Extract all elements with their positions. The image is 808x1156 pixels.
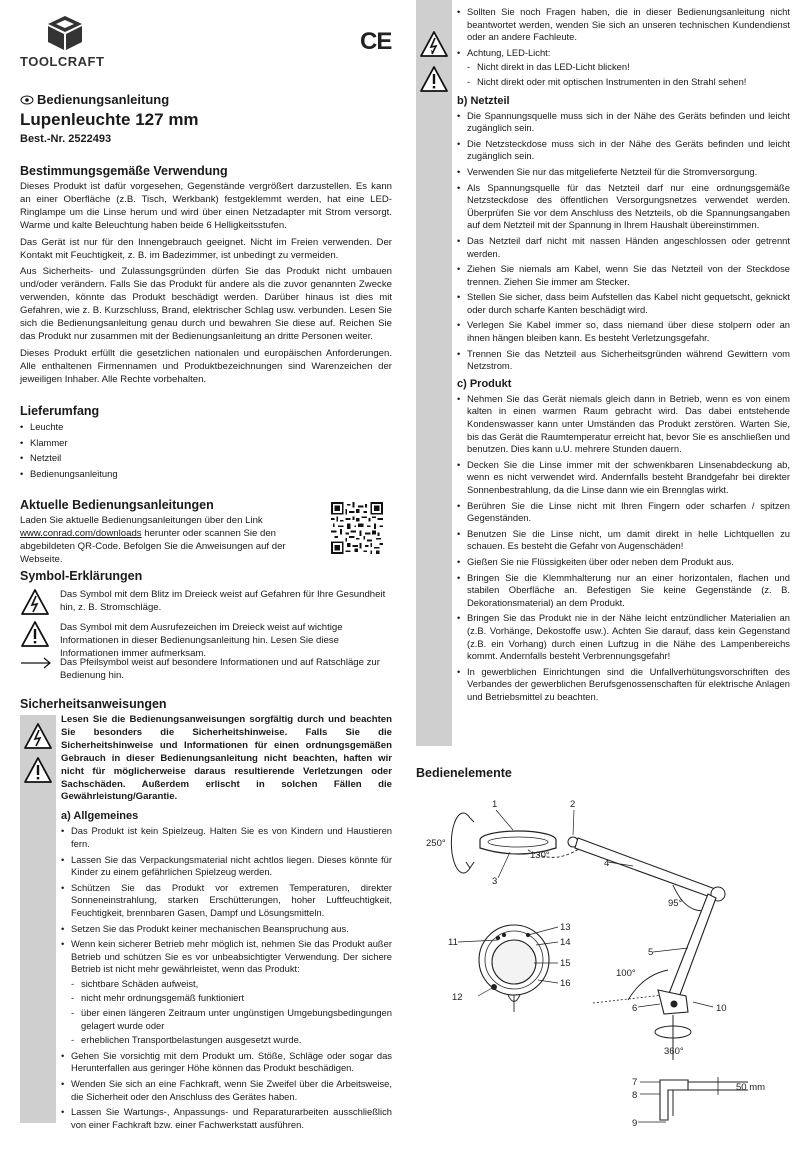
angle-100: 100° <box>616 968 636 979</box>
ce-mark: CE <box>360 28 392 55</box>
symbol-lightning-text: Das Symbol mit dem Blitz im Dreieck weist auf Gefahren für Ihre Gesundheit hin, z. B. Stromschläge. <box>60 589 386 613</box>
eye-icon <box>20 95 34 105</box>
exclamation-warning-icon <box>23 756 53 784</box>
list-item: • Verwenden Sie nur das mitgelieferte Netzteil für die Stromversorgung. <box>457 166 790 179</box>
list-item: • Setzen Sie das Produkt keiner mechanischen Beanspruchung aus. <box>61 923 392 936</box>
angle-360: 360° <box>664 1046 684 1057</box>
grey-bar-top <box>416 0 452 746</box>
page-title: Lupenleuchte 127 mm <box>20 110 199 129</box>
sub-item: - Nicht direkt oder mit optischen Instrumenten in den Strahl sehen! <box>467 76 790 89</box>
list-item: • Lassen Sie Wartungs-, Anpassungs- und Reparaturarbeiten ausschließlich von einer Fachkraft bzw. einer Fachwerkstatt ausführen. <box>61 1106 392 1131</box>
list-item: • Trennen Sie das Netzteil aus Sicherheitsgründen während Gewittern vom Netzstrom. <box>457 348 790 373</box>
manuals-heading: Aktuelle Bedienungsanleitungen <box>20 498 214 512</box>
list-item: • Das Netzteil darf nicht mit nassen Händen angeschlossen oder getrennt werden. <box>457 235 790 260</box>
order-number: Best.-Nr. 2522493 <box>20 133 112 145</box>
general5-text: Wenn kein sicherer Betrieb mehr möglich ist, nehmen Sie das Produkt außer Betrieb und schützen Sie es vor unbeabsichtigter Verwendung. Der sichere Betrieb ist nicht mehr gewährleistet, wenn das Produkt: <box>71 938 392 975</box>
exclamation-warning-icon <box>20 620 50 648</box>
list-item: • Gießen Sie nie Flüssigkeiten über oder neben dem Produkt aus. <box>457 556 790 569</box>
label-1: 1 <box>492 799 498 810</box>
list-item: • Netzteil <box>20 452 392 465</box>
right-top-list <box>457 6 790 89</box>
list-item: • Wenden Sie sich an eine Fachkraft, wenn Sie Zweifel über die Arbeitsweise, die Sicherheit oder den Anschluss des Gerätes haben. <box>61 1078 392 1103</box>
manual-label-text: Bedienungsanleitung <box>37 92 170 107</box>
list-item: • Stellen Sie sicher, dass beim Aufstellen das Kabel nicht gequetscht, geknickt oder durch scharfe Kanten beschädigt wird. <box>457 291 790 316</box>
label-9: 9 <box>632 1118 638 1129</box>
general-list <box>61 825 392 1131</box>
angle-95: 95° <box>668 898 683 909</box>
toolcraft-logo-icon <box>30 14 100 52</box>
label-10: 10 <box>716 1003 727 1014</box>
list-item: • Bringen Sie das Produkt nie in der Nähe leicht entzündlicher Materialien an (z.B. Vorhänge, Dekostoffe usw.). Achten Sie darauf, dass kein Gegenstand (z.B. ein Vorhang) durch einen Luftzug in die Nähe des Lampenbereichs kommt. Andernfalls besteht Verbrennungsgefahr! <box>457 612 790 662</box>
list-item: • Leuchte <box>20 421 392 434</box>
product-heading: c) Produkt <box>457 377 512 390</box>
manual-label <box>20 92 392 107</box>
manuals-text <box>20 515 326 567</box>
controls-heading: Bedienelemente <box>416 766 512 780</box>
sub-item: - sichtbare Schäden aufweist, <box>71 978 392 991</box>
psu-heading: b) Netzteil <box>457 94 510 107</box>
sub-item: - über einen längeren Zeitraum unter ungünstigen Umgebungsbedingungen gelagert wurde oder <box>71 1007 392 1032</box>
general-heading: a) Allgemeines <box>61 810 139 823</box>
intended-use-p4: Dieses Produkt erfüllt die gesetzlichen nationalen und europäischen Anforderungen. Alle enthaltenen Firmennamen und Produktbezeichnungen sind Warenzeichen der jeweiligen Inhaber. Alle Rechte vorbehalten. <box>20 347 392 385</box>
label-12: 12 <box>452 992 463 1003</box>
intended-use-p3: Aus Sicherheits- und Zulassungsgründen dürfen Sie das Produkt nicht umbauen und/oder verändern. Falls Sie das Produkt für andere als die zuvor genannten Zwecke verwenden, könnte das Produkt beschädigt werden. Darüber hinaus ist dies mit Gefahren, wie z. B. Kurzschluss, Brand, elektrischer Schlag usw. verbunden. Lesen Sie sich die Bedienungsanleitung genau durch und bewahren Sie diese auf. Reichen Sie das Produkt nur zusammen mit der Bedienungsanleitung an dritte Personen weiter. <box>20 266 392 342</box>
scope-heading: Lieferumfang <box>20 404 100 418</box>
manuals-text-after: herunter oder scannen Sie den abgebildeten QR-Code. Befolgen Sie die Anweisungen auf der Webseite. <box>20 527 286 565</box>
label-4: 4 <box>604 858 610 869</box>
angle-130: 130° <box>530 850 550 861</box>
list-item: • Als Spannungsquelle für das Netzteil darf nur eine ordnungsgemäße Netzsteckdose des öffentlichen Versorgungsnetzes verwendet werden. Überprüfen Sie vor dem Anschluss des Netzteils, ob die Spannungsangaben auf dem Netzteil mit der Spannung in Ihrem Haushalt übereinstimmen. <box>457 182 790 232</box>
lightning-warning-icon <box>23 722 53 750</box>
list-item: • Die Spannungsquelle muss sich in der Nähe des Geräts befinden und leicht zugänglich sein. <box>457 110 790 135</box>
lightning-warning-icon <box>419 30 449 58</box>
label-15: 15 <box>560 958 571 969</box>
label-3: 3 <box>492 876 498 887</box>
intended-use-p1: Dieses Produkt ist dafür vorgesehen, Gegenstände vergrößert darzustellen. Es kann an einer Oberfläche (z.B. Tisch, Werkbank) festgeklemmt werden, hat eine LED-Ringlampe um die Linse herum und wird über einen Netzadapter mit Strom versorgt. Warme und kalte Beleuchtung haben beide 6 Helligkeitsstufen. <box>20 181 392 231</box>
lens-top-view <box>479 925 549 1012</box>
safety-intro: Lesen Sie die Bedienungsanweisungen sorgfältig durch und beachten Sie besonders die Sicherheitshinweise. Falls Sie die Sicherheitshinweise und Informationen für einen ordnungsgemäßen Gebrauch in dieser Bedienungsanleitung nicht beachten, haften wir nicht für möglicherweise daraus resultierende Verletzungen oder Sachschäden. Außerdem erlischt in solchen Fällen die Gewährleistung/Garantie. <box>61 714 392 803</box>
intended-use-p2: Das Gerät ist nur für den Innengebrauch geeignet. Nicht im Freien verwenden. Der Kontakt mit Feuchtigkeit, z. B. im Badezimmer, ist unbedingt zu vermeiden. <box>20 236 392 261</box>
label-5: 5 <box>648 947 654 958</box>
list-item: • Klammer <box>20 437 392 450</box>
sub-item: - erheblichen Transportbelastungen ausgesetzt wurde. <box>71 1034 392 1047</box>
label-14: 14 <box>560 937 571 948</box>
intended-use-heading: Bestimmungsgemäße Verwendung <box>20 164 228 178</box>
list-item: • Decken Sie die Linse immer mit der schwenkbaren Linsenabdeckung ab, wenn es nicht verwendet wird. Andernfalls besteht Brandgefahr bei direkter Sonnenbestrahlung, da die Linse dann wie ein Brennglas wirkt. <box>457 459 790 497</box>
psu-list <box>457 110 790 373</box>
label-6: 6 <box>632 1003 638 1014</box>
safety-heading: Sicherheitsanweisungen <box>20 697 167 711</box>
list-item: • Lassen Sie das Verpackungsmaterial nicht achtlos liegen. Dieses könnte für Kinder zu einem gefährlichen Spielzeug werden. <box>61 854 392 879</box>
angle-250: 250° <box>426 838 446 849</box>
scope-list <box>20 421 392 480</box>
arrow-right-icon <box>20 657 52 669</box>
list-item: • Bringen Sie die Klemmhalterung nur an einer horizontalen, flachen und stabilen Oberfläche an. Befestigen Sie keine Gegenstände (z. B. Dekorationsmaterial) an dem Produkt. <box>457 572 790 610</box>
symbol-exclamation-text: Das Symbol mit dem Ausrufezeichen im Dreieck weist auf wichtige Informationen in dieser Bedienungsanleitung hin. Lesen Sie diese Informationen immer aufmerksam. <box>60 622 343 659</box>
label-7: 7 <box>632 1077 638 1088</box>
list-item: • Sollten Sie noch Fragen haben, die in dieser Bedienungsanleitung nicht beantwortet werden, wenden Sie sich an unseren technischen Kundendienst oder an andere Fachleute. <box>457 6 790 44</box>
list-item: • Berühren Sie die Linse nicht mit Ihren Fingern oder scharfen / spitzen Gegenständen. <box>457 500 790 525</box>
list-item: • Das Produkt ist kein Spielzeug. Halten Sie es von Kindern und Haustieren fern. <box>61 825 392 850</box>
led-sublist <box>467 61 790 88</box>
exclamation-warning-icon <box>419 65 449 93</box>
brand-name: TOOLCRAFT <box>20 54 105 69</box>
general5-sublist <box>71 978 392 1047</box>
list-item: • In gewerblichen Einrichtungen sind die Unfallverhütungsvorschriften des Verbandes der gewerblichen Berufsgenossenschaften für elektrische Anlagen und Betriebsmittel zu beachten. <box>457 666 790 704</box>
label-2: 2 <box>570 799 576 810</box>
toolcraft-logo <box>20 14 110 70</box>
list-item: • Schützen Sie das Produkt vor extremen Temperaturen, direkter Sonneneinstrahlung, starken Erschütterungen, hoher Luftfeuchtigkeit, Feuchtigkeit, brennbaren Gasen, Dampf und Lösungsmitteln. <box>61 882 392 920</box>
label-16: 16 <box>560 978 571 989</box>
list-item: • Verlegen Sie Kabel immer so, dass niemand über diese stolpern oder an ihnen hängen bleiben kann. Es besteht Verletzungsgefahr. <box>457 319 790 344</box>
product-list <box>457 393 790 704</box>
list-item: • Die Netzsteckdose muss sich in der Nähe des Geräts befinden und leicht zugänglich sein. <box>457 138 790 163</box>
label-11: 11 <box>448 937 458 948</box>
dimension-50mm: 50 mm <box>736 1082 766 1093</box>
list-item <box>61 938 392 1047</box>
manuals-text-before: Laden Sie aktuelle Bedienungsanleitungen über den Link <box>20 515 263 526</box>
list-item: • Ziehen Sie niemals am Kabel, wenn Sie das Netzteil von der Steckdose trennen. Ziehen Sie immer am Stecker. <box>457 263 790 288</box>
lightning-warning-icon <box>20 588 50 616</box>
label-8: 8 <box>632 1090 638 1101</box>
list-item: • Nehmen Sie das Gerät niemals gleich dann in Betrieb, wenn es von einem kalten in einen warmen Raum gebracht wird. Das dabei entstehende Kondenswasser kann unter Umständen das Produkt zerstören. Warten Sie, bis das Gerät die Raumtemperatur erreicht hat, bevor Sie es anschließen und benutzen. Dies kann u.U. mehrere Stunden dauern. <box>457 393 790 456</box>
list-item: • Benutzen Sie die Linse nicht, um damit direkt in helle Lichtquellen zu schauen. Es besteht die Gefahr von Augenschäden! <box>457 528 790 553</box>
lamp-diagram <box>418 790 798 1130</box>
list-item: • Gehen Sie vorsichtig mit dem Produkt um. Stöße, Schläge oder sogar das Herunterfallen aus geringer Höhe können das Produkt beschädigen. <box>61 1050 392 1075</box>
list-item <box>457 47 790 89</box>
manuals-link[interactable]: www.conrad.com/downloads <box>20 527 142 539</box>
symbol-arrow-text: Das Pfeilsymbol weist auf besondere Informationen und auf Ratschläge zur Bedienung hin. <box>60 657 380 681</box>
qr-code <box>331 502 383 554</box>
sub-item: - nicht mehr ordnungsgemäß funktioniert <box>71 992 392 1005</box>
symbols-heading: Symbol-Erklärungen <box>20 569 143 583</box>
list-item: • Bedienungsanleitung <box>20 468 392 481</box>
led-text: Achtung, LED-Licht: <box>467 46 551 58</box>
label-13: 13 <box>560 922 571 933</box>
sub-item: - Nicht direkt in das LED-Licht blicken! <box>467 61 790 74</box>
